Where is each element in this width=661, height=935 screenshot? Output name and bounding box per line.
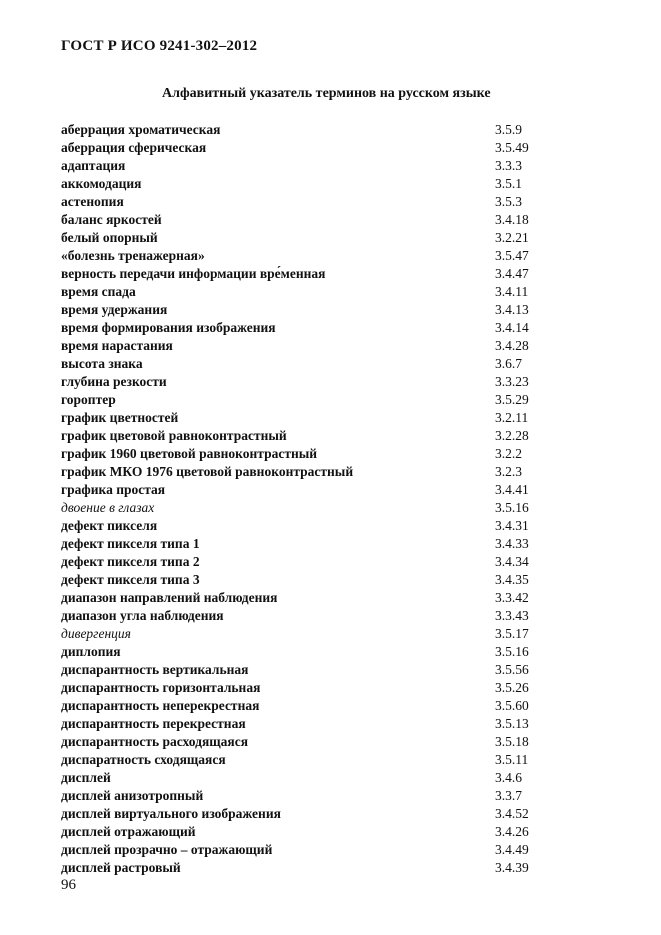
index-entry bbox=[61, 697, 601, 715]
index-reference-number: 3.4.18 bbox=[495, 212, 529, 227]
index-entry bbox=[61, 283, 601, 301]
index-reference-number: 3.4.52 bbox=[495, 806, 529, 821]
index-reference-number: 3.5.18 bbox=[495, 734, 529, 749]
index-term: время формирования изображения bbox=[61, 320, 276, 335]
index-term: время нарастания bbox=[61, 338, 173, 353]
index-reference-number: 3.5.29 bbox=[495, 392, 529, 407]
index-entry bbox=[61, 175, 601, 193]
index-entry bbox=[61, 787, 601, 805]
index-entry bbox=[61, 679, 601, 697]
index-entry bbox=[61, 481, 601, 499]
index-reference-number: 3.5.13 bbox=[495, 716, 529, 731]
index-entry bbox=[61, 409, 601, 427]
index-entry bbox=[61, 589, 601, 607]
index-reference-number: 3.5.16 bbox=[495, 644, 529, 659]
index-entry bbox=[61, 265, 601, 283]
index-entry bbox=[61, 355, 601, 373]
index-entry bbox=[61, 247, 601, 265]
index-term: график цветовой равноконтрастный bbox=[61, 428, 287, 443]
index-entry bbox=[61, 427, 601, 445]
index-entry bbox=[61, 391, 601, 409]
index-reference-number: 3.3.42 bbox=[495, 590, 529, 605]
index-reference-number: 3.4.47 bbox=[495, 266, 529, 281]
index-title: Алфавитный указатель терминов на русском языке bbox=[162, 86, 491, 101]
index-term: диапазон направлений наблюдения bbox=[61, 590, 278, 605]
index-term: дисплей растровый bbox=[61, 860, 181, 875]
index-entry bbox=[61, 841, 601, 859]
index-term: белый опорный bbox=[61, 230, 158, 245]
index-reference-number: 3.5.49 bbox=[495, 140, 529, 155]
index-term: адаптация bbox=[61, 158, 126, 173]
index-term: диспарантность перекрестная bbox=[61, 716, 246, 731]
index-entry bbox=[61, 553, 601, 571]
index-reference-number: 3.2.11 bbox=[495, 410, 529, 425]
index-term: дефект пикселя типа 2 bbox=[61, 554, 200, 569]
page-number: 96 bbox=[61, 877, 76, 893]
index-reference-number: 3.4.39 bbox=[495, 860, 529, 875]
index-reference-number: 3.5.60 bbox=[495, 698, 529, 713]
index-reference-number: 3.5.47 bbox=[495, 248, 529, 263]
index-reference-number: 3.5.3 bbox=[495, 194, 522, 209]
index-term: высота знака bbox=[61, 356, 143, 371]
index-reference-number: 3.3.43 bbox=[495, 608, 529, 623]
index-reference-number: 3.5.1 bbox=[495, 176, 522, 191]
document-header: ГОСТ Р ИСО 9241-302–2012 bbox=[61, 38, 258, 54]
index-reference-number: 3.3.3 bbox=[495, 158, 522, 173]
index-term: глубина резкости bbox=[61, 374, 167, 389]
index-term: дисплей отражающий bbox=[61, 824, 196, 839]
index-entry bbox=[61, 139, 601, 157]
index-reference-number: 3.5.17 bbox=[495, 626, 529, 641]
index-entry bbox=[61, 211, 601, 229]
index-entry bbox=[61, 301, 601, 319]
index-reference-number: 3.4.11 bbox=[495, 284, 529, 299]
index-reference-number: 3.4.13 bbox=[495, 302, 529, 317]
index-term: время удержания bbox=[61, 302, 168, 317]
index-reference-number: 3.4.6 bbox=[495, 770, 522, 785]
index-entry bbox=[61, 751, 601, 769]
index-entry bbox=[61, 463, 601, 481]
index-term: двоение в глазах bbox=[61, 500, 155, 515]
index-reference-number: 3.4.41 bbox=[495, 482, 529, 497]
index-entry bbox=[61, 643, 601, 661]
index-term: аберрация сферическая bbox=[61, 140, 207, 155]
index-entry bbox=[61, 607, 601, 625]
index-reference-number: 3.5.56 bbox=[495, 662, 529, 677]
index-term: график МКО 1976 цветовой равноконтрастный bbox=[61, 464, 354, 479]
index-reference-number: 3.4.14 bbox=[495, 320, 529, 335]
index-term: график 1960 цветовой равноконтрастный bbox=[61, 446, 318, 461]
index-term: дисплей bbox=[61, 770, 111, 785]
index-reference-number: 3.6.7 bbox=[495, 356, 522, 371]
index-reference-number: 3.2.28 bbox=[495, 428, 529, 443]
index-reference-number: 3.3.7 bbox=[495, 788, 522, 803]
index-entry bbox=[61, 625, 601, 643]
index-term: диспарантность вертикальная bbox=[61, 662, 249, 677]
index-entry bbox=[61, 715, 601, 733]
index-term: гороптер bbox=[61, 392, 116, 407]
index-term: астенопия bbox=[61, 194, 124, 209]
index-entry bbox=[61, 319, 601, 337]
index-term: «болезнь тренажерная» bbox=[61, 248, 205, 263]
index-reference-number: 3.2.3 bbox=[495, 464, 522, 479]
index-reference-number: 3.5.9 bbox=[495, 122, 522, 137]
index-entry bbox=[61, 499, 601, 517]
index-entry bbox=[61, 535, 601, 553]
index-reference-number: 3.4.33 bbox=[495, 536, 529, 551]
index-reference-number: 3.4.34 bbox=[495, 554, 529, 569]
index-reference-number: 3.4.31 bbox=[495, 518, 529, 533]
index-entry bbox=[61, 337, 601, 355]
index-list bbox=[61, 121, 601, 877]
index-term: верность передачи информации вре́менная bbox=[61, 266, 326, 281]
index-term: аккомодация bbox=[61, 176, 142, 191]
index-term: дефект пикселя типа 3 bbox=[61, 572, 200, 587]
index-entry bbox=[61, 157, 601, 175]
index-term: аберрация хроматическая bbox=[61, 122, 221, 137]
index-term: дефект пикселя типа 1 bbox=[61, 536, 200, 551]
index-entry bbox=[61, 229, 601, 247]
index-entry bbox=[61, 733, 601, 751]
index-entry bbox=[61, 805, 601, 823]
index-entry bbox=[61, 373, 601, 391]
index-reference-number: 3.5.11 bbox=[495, 752, 529, 767]
index-reference-number: 3.4.28 bbox=[495, 338, 529, 353]
index-reference-number: 3.3.23 bbox=[495, 374, 529, 389]
index-term: диспарантность расходящаяся bbox=[61, 734, 249, 749]
index-term: дисплей анизотропный bbox=[61, 788, 204, 803]
index-entry bbox=[61, 661, 601, 679]
index-reference-number: 3.2.21 bbox=[495, 230, 529, 245]
index-entry bbox=[61, 769, 601, 787]
index-term: баланс яркостей bbox=[61, 212, 162, 227]
index-entry bbox=[61, 445, 601, 463]
index-term: дивергенция bbox=[61, 626, 131, 641]
index-reference-number: 3.4.35 bbox=[495, 572, 529, 587]
index-term: дефект пикселя bbox=[61, 518, 158, 533]
index-entry bbox=[61, 859, 601, 877]
index-entry bbox=[61, 517, 601, 535]
index-reference-number: 3.4.49 bbox=[495, 842, 529, 857]
index-term: время спада bbox=[61, 284, 136, 299]
index-term: диспарантность горизонтальная bbox=[61, 680, 261, 695]
index-entry bbox=[61, 571, 601, 589]
index-term: дисплей виртуального изображения bbox=[61, 806, 281, 821]
index-term: графика простая bbox=[61, 482, 166, 497]
index-reference-number: 3.5.26 bbox=[495, 680, 529, 695]
index-entry bbox=[61, 823, 601, 841]
index-term: диспарантность неперекрестная bbox=[61, 698, 260, 713]
index-term: дисплей прозрачно – отражающий bbox=[61, 842, 273, 857]
index-reference-number: 3.4.26 bbox=[495, 824, 529, 839]
index-term: диспаратность сходящаяся bbox=[61, 752, 226, 767]
index-entry bbox=[61, 193, 601, 211]
index-reference-number: 3.5.16 bbox=[495, 500, 529, 515]
index-reference-number: 3.2.2 bbox=[495, 446, 522, 461]
index-entry bbox=[61, 121, 601, 139]
index-term: график цветностей bbox=[61, 410, 179, 425]
index-term: диапазон угла наблюдения bbox=[61, 608, 224, 623]
index-term: диплопия bbox=[61, 644, 121, 659]
